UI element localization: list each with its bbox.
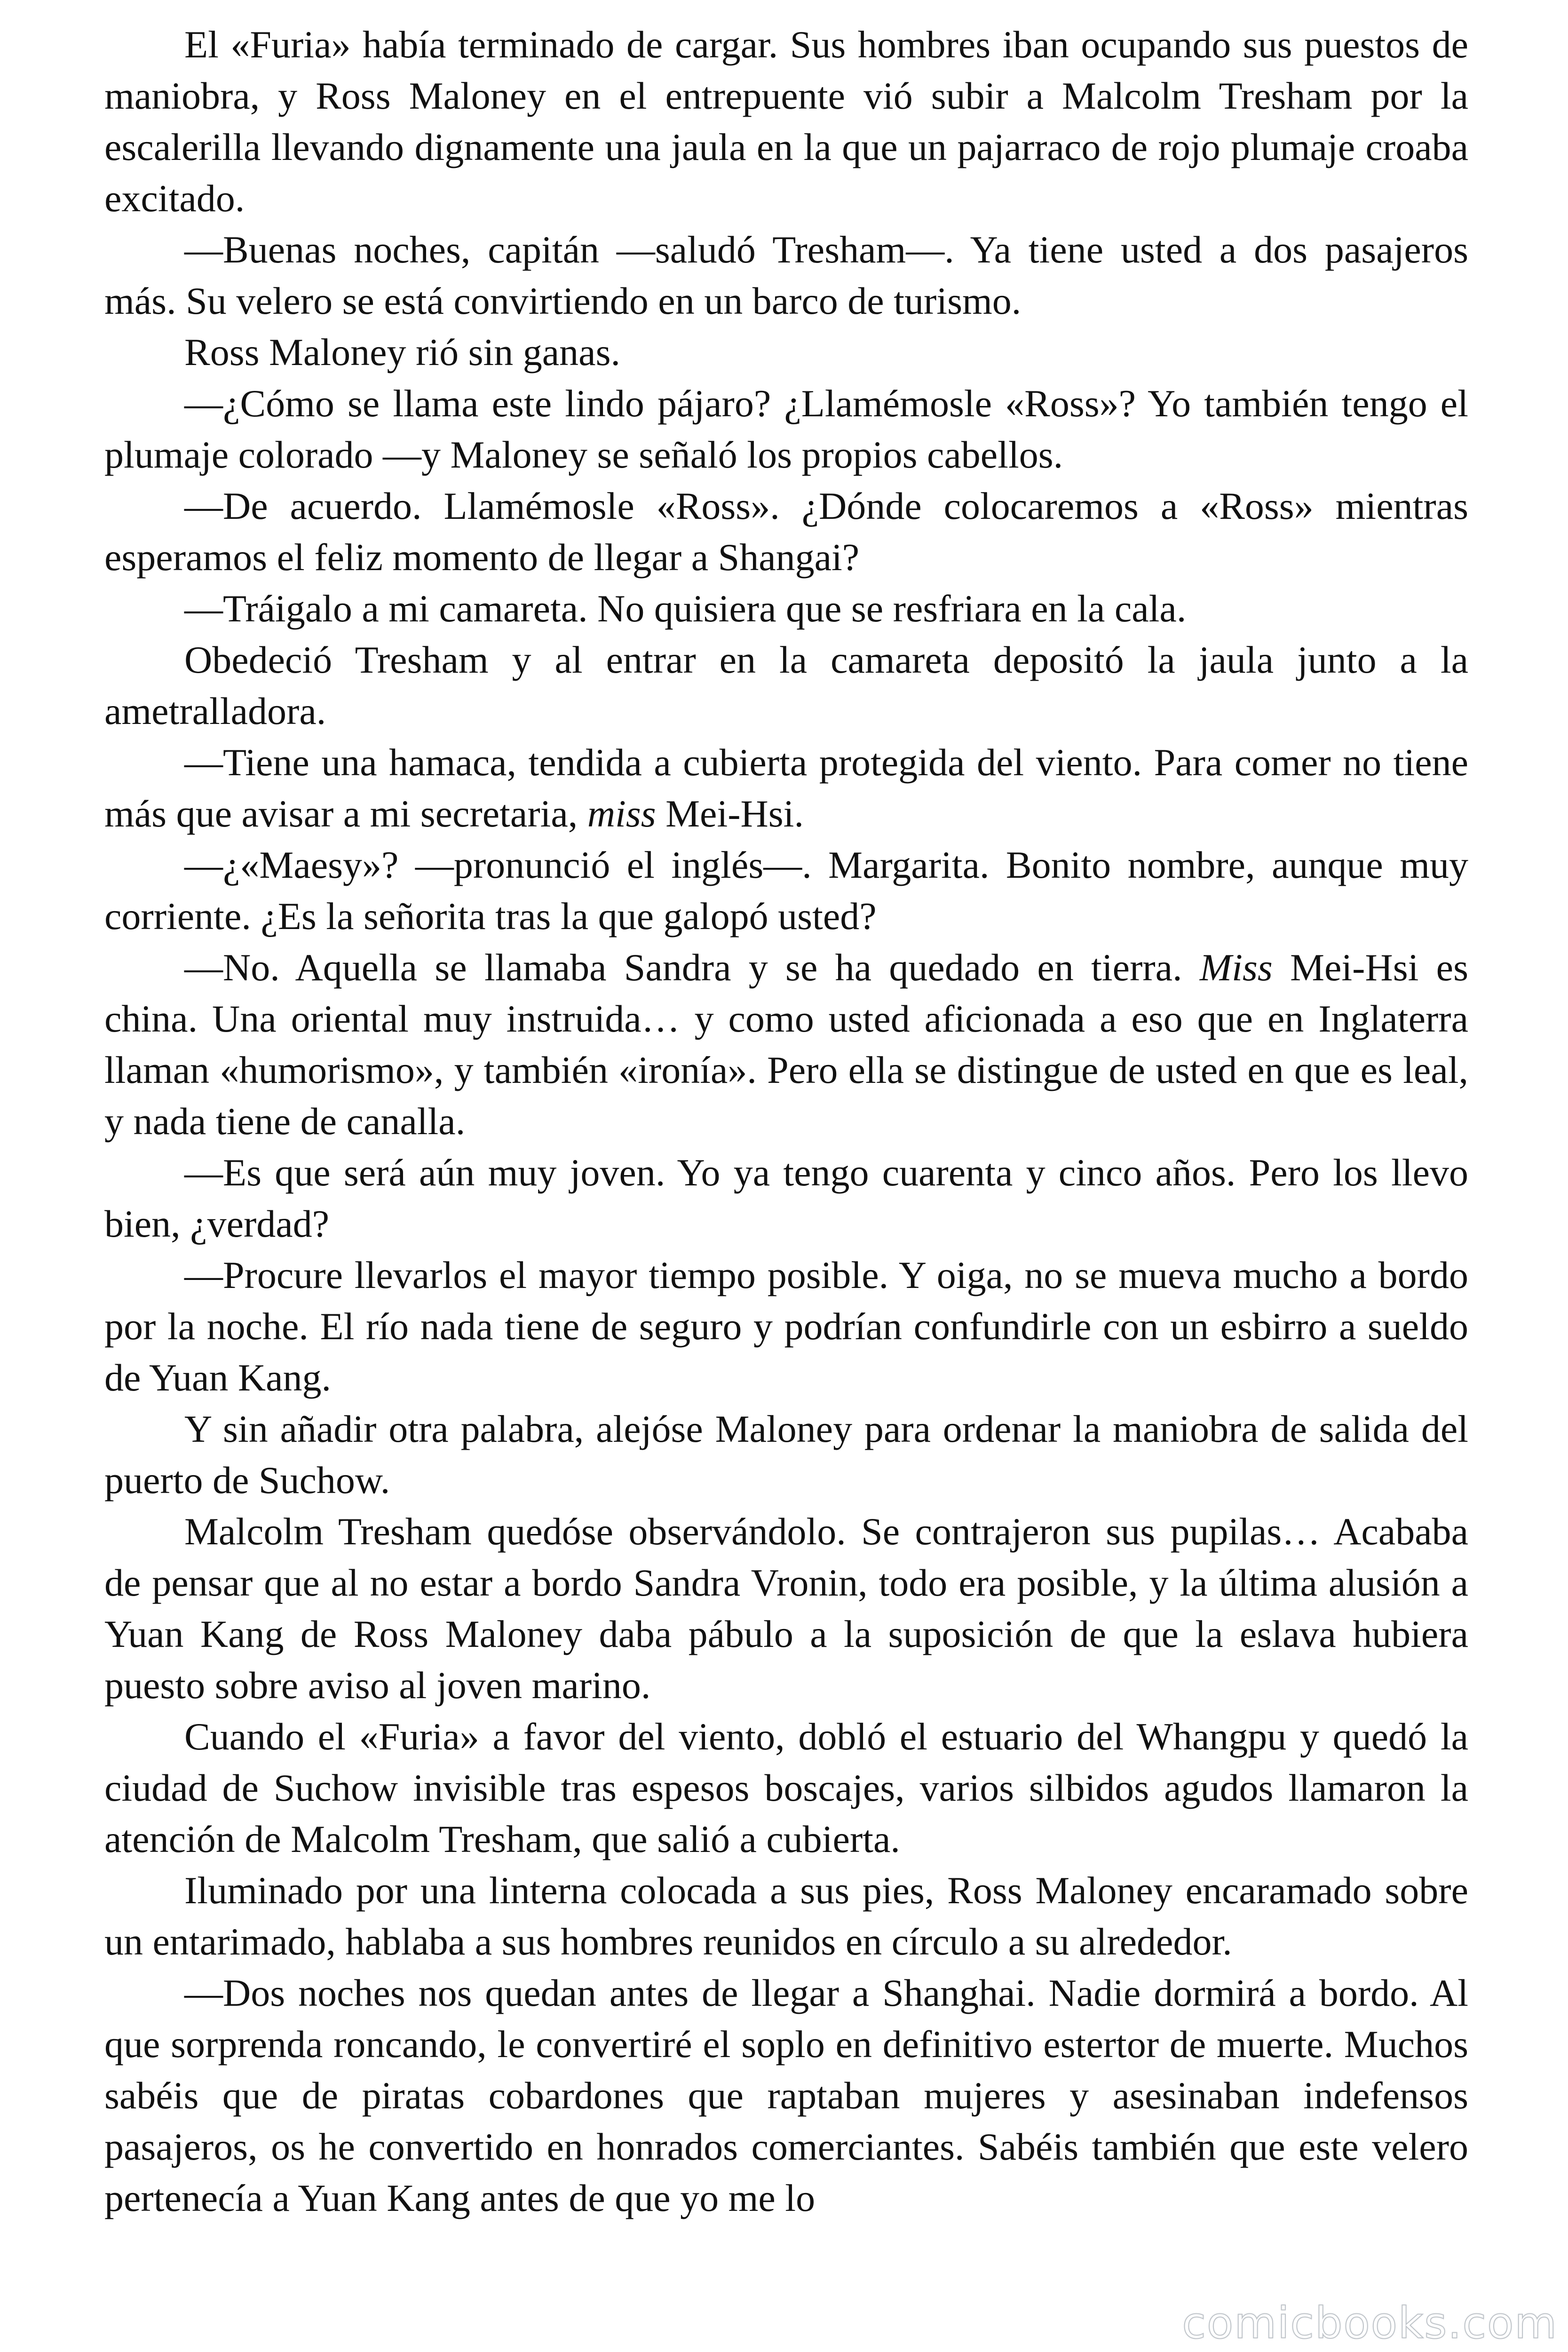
italic-word: miss	[587, 792, 656, 835]
text-body	[104, 19, 1468, 2224]
paragraph	[104, 583, 1468, 634]
text-run: —¿Cómo se llama este lindo pájaro? ¿Llamémosle «Ross»? Yo también tengo el plumaje colorado —y Maloney se señaló los propios cabellos.	[104, 382, 1468, 476]
text-run: —De acuerdo. Llamémosle «Ross». ¿Dónde colocaremos a «Ross» mientras esperamos el feliz momento de llegar a Shangai?	[104, 485, 1468, 579]
paragraph	[104, 942, 1468, 1147]
paragraph	[104, 378, 1468, 480]
paragraph	[104, 1147, 1468, 1249]
paragraph	[104, 1249, 1468, 1403]
text-run: Mei-Hsi es china. Una oriental muy instruida… y como usted aficionada a eso que en Inglaterra llaman «humorismo», y también «ironía». Pero ella se distingue de usted en que es leal, y nada tiene de canalla.	[104, 946, 1468, 1143]
paragraph	[104, 224, 1468, 326]
text-run: —Tráigalo a mi camareta. No quisiera que se resfriara en la cala.	[184, 587, 1187, 630]
text-run: —Es que será aún muy joven. Yo ya tengo cuarenta y cinco años. Pero los llevo bien, ¿verdad?	[104, 1151, 1468, 1245]
text-run: Iluminado por una linterna colocada a sus pies, Ross Maloney encaramado sobre un entarimado, hablaba a sus hombres reunidos en círculo a su alrededor.	[104, 1869, 1468, 1963]
text-run: —No. Aquella se llamaba Sandra y se ha quedado en tierra.	[184, 946, 1200, 989]
text-run: Obedeció Tresham y al entrar en la camareta depositó la jaula junto a la ametralladora.	[104, 638, 1468, 732]
watermark: comicbooks.com	[1182, 2298, 1558, 2348]
text-run: Malcolm Tresham quedóse observándolo. Se contrajeron sus pupilas… Acababa de pensar que al no estar a bordo Sandra Vronin, todo era posible, y la última alusión a Yuan Kang de Ross Maloney daba pábulo a la suposición de que la eslava hubiera puesto sobre aviso al joven marino.	[104, 1510, 1468, 1707]
paragraph	[104, 1506, 1468, 1711]
text-run: Mei-Hsi.	[656, 792, 804, 835]
text-run: —Tiene una hamaca, tendida a cubierta protegida del viento. Para comer no tiene más que avisar a mi secretaria,	[104, 741, 1468, 835]
paragraph	[104, 839, 1468, 942]
paragraph	[104, 1967, 1468, 2224]
text-run: —Buenas noches, capitán —saludó Tresham—. Ya tiene usted a dos pasajeros más. Su velero se está convirtiendo en un barco de turismo.	[104, 228, 1468, 322]
text-run: Ross Maloney rió sin ganas.	[184, 331, 620, 373]
text-run: Y sin añadir otra palabra, alejóse Maloney para ordenar la maniobra de salida del puerto de Suchow.	[104, 1407, 1468, 1502]
paragraph	[104, 1403, 1468, 1506]
text-run: —Procure llevarlos el mayor tiempo posible. Y oiga, no se mueva mucho a bordo por la noche. El río nada tiene de seguro y podrían confundirle con un esbirro a sueldo de Yuan Kang.	[104, 1254, 1468, 1399]
paragraph	[104, 326, 1468, 378]
paragraph	[104, 1711, 1468, 1865]
text-run: —¿«Maesy»? —pronunció el inglés—. Margarita. Bonito nombre, aunque muy corriente. ¿Es la señorita tras la que galopó usted?	[104, 843, 1468, 938]
text-run: —Dos noches nos quedan antes de llegar a Shanghai. Nadie dormirá a bordo. Al que sorprenda roncando, le convertiré el soplo en definitivo estertor de muerte. Muchos sabéis que de piratas cobardones que raptaban mujeres y asesinaban indefensos pasajeros, os he convertido en honrados comerciantes. Sabéis también que este velero pertenecía a Yuan Kang antes de que yo me lo	[104, 1971, 1468, 2219]
italic-word: Miss	[1199, 946, 1273, 989]
paragraph	[104, 737, 1468, 839]
paragraph	[104, 19, 1468, 224]
text-run: Cuando el «Furia» a favor del viento, dobló el estuario del Whangpu y quedó la ciudad de Suchow invisible tras espesos boscajes, varios silbidos agudos llamaron la atención de Malcolm Tresham, que salió a cubierta.	[104, 1715, 1468, 1860]
paragraph	[104, 1865, 1468, 1967]
book-page	[104, 19, 1468, 2338]
paragraph	[104, 634, 1468, 737]
text-run: El «Furia» había terminado de cargar. Sus hombres iban ocupando sus puestos de maniobra, y Ross Maloney en el entrepuente vió subir a Malcolm Tresham por la escalerilla llevando dignamente una jaula en la que un pajarraco de rojo plumaje croaba excitado.	[104, 23, 1468, 220]
paragraph	[104, 480, 1468, 583]
